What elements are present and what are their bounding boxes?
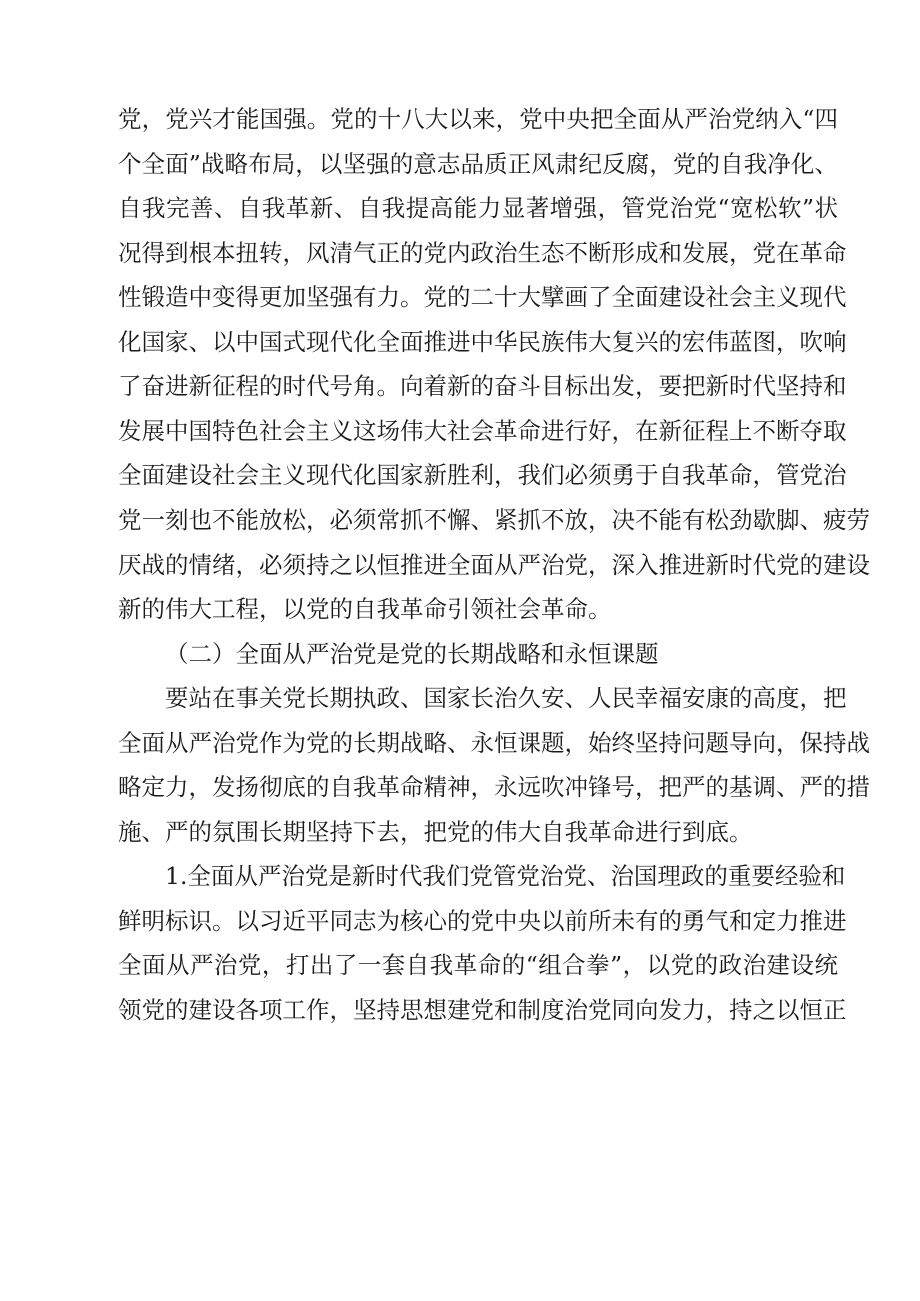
text-line: 厌战的情绪，必须持之以恒推进全面从严治党，深入推进新时代党的建设 [118, 550, 870, 579]
text-line: 自我完善、自我革新、自我提高能力显著增强，管党治党“宽松软”状 [118, 194, 838, 223]
text-line: 况得到根本扭转，风清气正的党内政治生态不断形成和发展，党在革命 [118, 238, 847, 267]
section-heading: （二）全面从严治党是党的长期战略和永恒课题 [165, 639, 659, 668]
text-line: 发展中国特色社会主义这场伟大社会革命进行好，在新征程上不断夺取 [118, 416, 847, 445]
text-line: 鲜明标识。以习近平同志为核心的党中央以前所未有的勇气和定力推进 [118, 906, 847, 935]
text-line: 新的伟大工程，以党的自我革命引领社会革命。 [118, 595, 612, 624]
text-line: 要站在事关党长期执政、国家长治久安、人民幸福安康的高度，把 [165, 684, 847, 713]
text-line: 党，党兴才能国强。党的十八大以来，党中央把全面从严治党纳入“四 [118, 105, 838, 133]
text-line: 领党的建设各项工作，坚持思想建党和制度治党同向发力，持之以恒正 [118, 996, 847, 1024]
text-line: 个全面”战略布局，以坚强的意志品质正风肃纪反腐，党的自我净化、 [118, 149, 838, 178]
text-line: 性锻造中变得更加坚强有力。党的二十大擘画了全面建设社会主义现代 [118, 283, 847, 312]
text-line: 全面从严治党作为党的长期战略、永恒课题，始终坚持问题导向，保持战 [118, 728, 870, 757]
text-line: 化国家、以中国式现代化全面推进中华民族伟大复兴的宏伟蓝图，吹响 [118, 327, 847, 356]
text-line: 施、严的氛围长期坚持下去，把党的伟大自我革命进行到底。 [118, 817, 753, 846]
text-line: 了奋进新征程的时代号角。向着新的奋斗目标出发，要把新时代坚持和 [118, 372, 847, 401]
text-line: 全面从严治党，打出了一套自我革命的“组合拳”，以党的政治建设统 [118, 951, 838, 980]
text-line: 全面建设社会主义现代化国家新胜利，我们必须勇于自我革命，管党治 [118, 461, 847, 490]
text-line: 1.全面从严治党是新时代我们党管党治党、治国理政的重要经验和 [165, 862, 846, 891]
text-line: 党一刻也不能放松，必须常抓不懈、紧抓不放，决不能有松劲歇脚、疲劳 [118, 505, 870, 534]
text-line: 略定力，发扬彻底的自我革命精神，永远吹冲锋号，把严的基调、严的措 [118, 773, 870, 802]
